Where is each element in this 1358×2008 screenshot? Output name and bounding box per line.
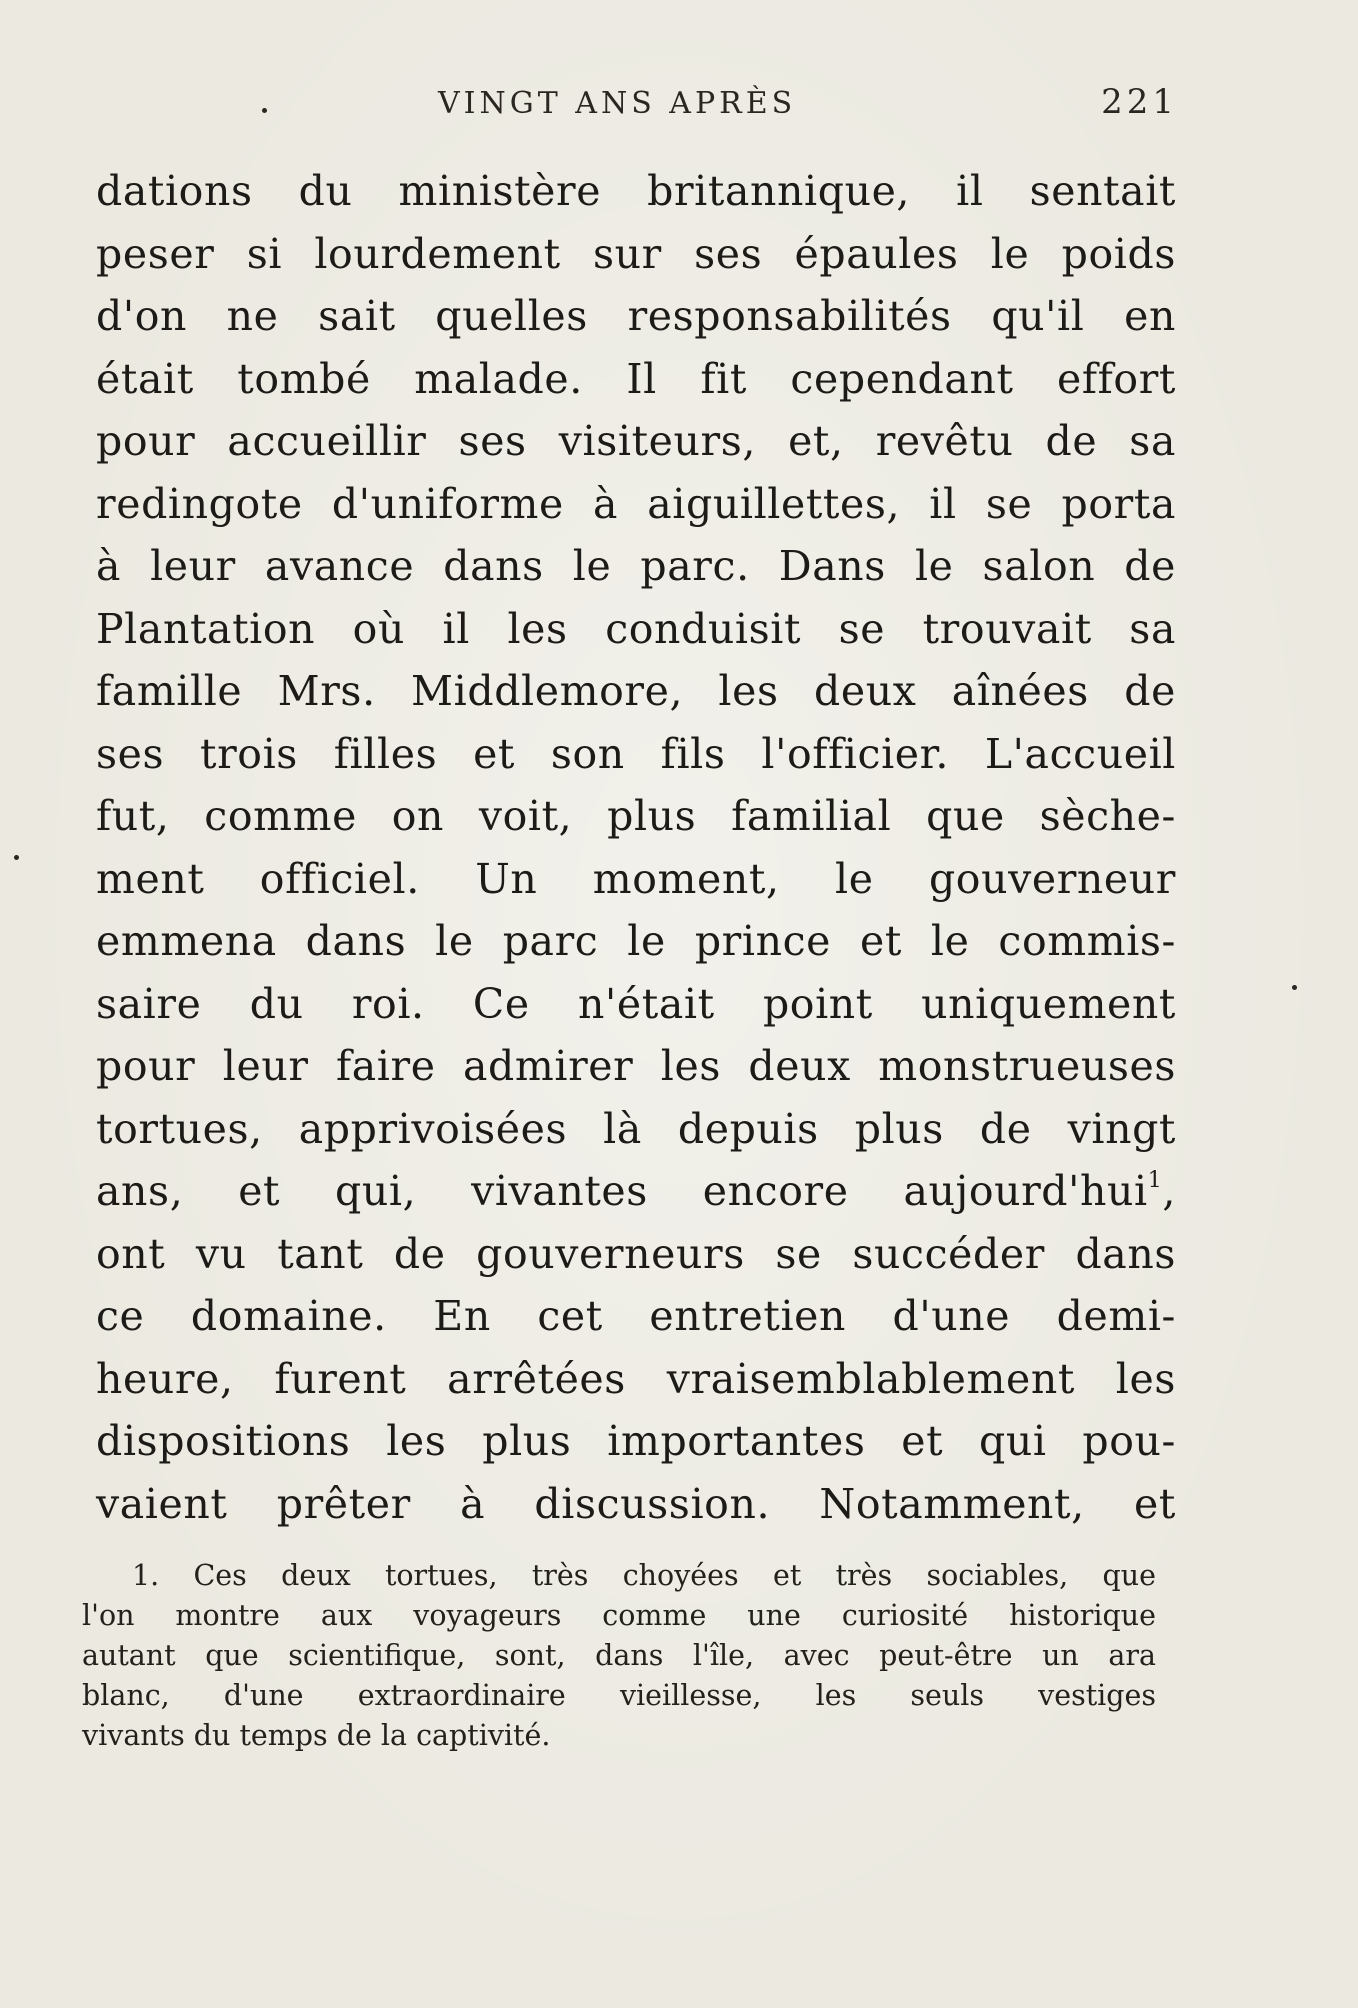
paper-speck <box>14 855 19 860</box>
footnote <box>82 1556 1156 1756</box>
text-line: ce domaine. En cet entretien d'une demi- <box>96 1292 1176 1340</box>
text-line: famille Mrs. Middlemore, les deux aînées de <box>96 667 1176 715</box>
text-line: dispositions les plus importantes et qui pou- <box>96 1417 1176 1465</box>
text-line: vaient prêter à discussion. Notamment, et <box>96 1479 1176 1528</box>
text-line: heure, furent arrêtées vraisemblablement les <box>96 1354 1176 1403</box>
text-line: peser si lourdement sur ses épaules le poids <box>96 229 1176 278</box>
body-text <box>96 160 1176 1535</box>
footnote-reference-comma: , <box>1162 1167 1176 1215</box>
text-line: pour leur faire admirer les deux monstrueuses <box>96 1042 1176 1090</box>
text-line: saire du roi. Ce n'était point uniquement <box>96 979 1176 1028</box>
text-line: tortues, apprivoisées là depuis plus de vingt <box>96 1104 1176 1153</box>
footnote-line: blanc, d'une extraordinaire vieillesse, les seuls vestiges <box>82 1679 1156 1712</box>
footnote-line: vivants du temps de la captivité. <box>82 1719 551 1752</box>
text-line: pour accueillir ses visiteurs, et, revêtu de sa <box>96 417 1176 465</box>
text-line-content: ans, et qui, vivantes encore aujourd'hui <box>96 1167 1148 1215</box>
text-line: fut, comme on voit, plus familial que sèche- <box>96 792 1176 840</box>
text-line: ses trois filles et son fils l'officier. L'accueil <box>96 729 1176 778</box>
paper-speck <box>1292 985 1297 990</box>
page-header <box>98 80 1178 130</box>
text-line: ment officiel. Un moment, le gouverneur <box>96 854 1176 903</box>
running-title: VINGT ANS APRÈS <box>438 86 797 121</box>
text-line: à leur avance dans le parc. Dans le salon de <box>96 542 1176 590</box>
footnote-line: 1. Ces deux tortues, très choyées et très sociables, que <box>132 1559 1156 1592</box>
text-line: redingote d'uniforme à aiguillettes, il se porta <box>96 479 1176 528</box>
footnote-reference[interactable]: 1 <box>1147 1168 1163 1193</box>
text-line: emmena dans le parc le prince et le commis- <box>96 917 1176 965</box>
page-number: 221 <box>1101 82 1178 122</box>
text-line: dations du ministère britannique, il sentait <box>96 167 1176 215</box>
footnote-line: autant que scientifique, sont, dans l'île, avec peut-être un ara <box>82 1639 1156 1672</box>
text-line: ont vu tant de gouverneurs se succéder dans <box>96 1229 1176 1278</box>
text-line: Plantation où il les conduisit se trouvait sa <box>96 604 1176 653</box>
text-line: était tombé malade. Il fit cependant effort <box>96 354 1176 403</box>
text-line-with-footnote-ref <box>96 1160 1176 1223</box>
paper-speck <box>262 108 267 113</box>
text-line: d'on ne sait quelles responsabilités qu'il en <box>96 292 1176 340</box>
footnote-line: l'on montre aux voyageurs comme une curiosité historique <box>82 1599 1156 1632</box>
